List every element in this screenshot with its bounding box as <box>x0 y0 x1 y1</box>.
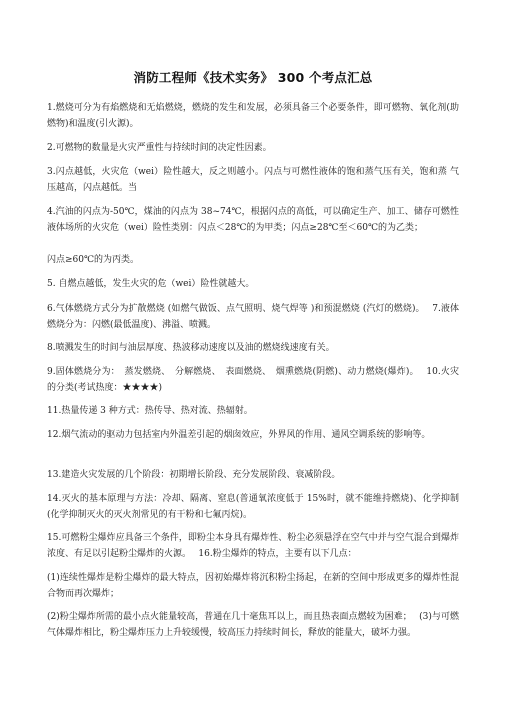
paragraph-13: 13.建造火灾发展的几个阶段：初期增长阶段、充分发展阶段、衰减阶段。 <box>47 470 341 480</box>
paragraph-8: 8.喷溅发生的时间与油层厚度、热波移动速度以及油的燃烧线速度有关。 <box>47 343 335 353</box>
paragraph-4: 4.汽油的闪点为-50℃，煤油的闪点为 38~74℃，根据闪点的高低，可以确定生产、加工、储存可燃性液体场所的火灾危（wei）险性类别：闪点＜28℃的为甲类；闪点≥28℃至＜60℃的为乙类； <box>47 207 459 233</box>
paragraph-9: 9.固体燃烧分为： 蒸发燃烧、 分解燃烧、 表面燃烧、 烟熏燃烧(阴燃)、动力燃烧(爆炸)。 10.火灾的分类(考试热度：★★★★) <box>47 367 459 393</box>
paragraph-16-1: (1)连续性爆炸是粉尘爆炸的最大特点，因初始爆炸将沉积粉尘扬起，在新的空间中形成更多的爆炸性混合物而再次爆炸； <box>47 573 459 599</box>
paragraph-16-2: (2)粉尘爆炸所需的最小点火能量较高，普通在几十毫焦耳以上，而且热表面点燃较为困难； (3)与可燃气体爆炸相比，粉尘爆炸压力上升较缓慢，较高压力持续时间长，释放的能量大，破坏力强。 <box>47 612 459 638</box>
paragraph-5: 5. 自燃点越低，发生火灾的危（wei）险性就越大。 <box>47 279 255 289</box>
paragraph-11: 11.热量传递 3 种方式：热传导、热对流、热辐射。 <box>47 406 253 416</box>
paragraph-3: 3.闪点越低，火灾危（wei）险性越大，反之则越小。闪点与可燃性液体的饱和蒸气压有关，饱和蒸 气压越高，闪点越低。当 <box>47 167 459 193</box>
paragraph-1: 1.燃烧可分为有焰燃烧和无焰燃烧，燃烧的发生和发展，必须具备三个必要条件，即可燃物、氧化剂(助燃物)和温度(引火源)。 <box>47 103 459 129</box>
paragraph-4b: 闪点≥60℃的为丙类。 <box>47 255 140 265</box>
document-title: 消防工程师《技术实务》 300 个考点汇总 <box>133 70 373 85</box>
paragraph-15: 15.可燃粉尘爆炸应具备三个条件，即粉尘本身具有爆炸性、粉尘必须悬浮在空气中并与空气混合到爆炸浓度、有足以引起粉尘爆炸的火源。 16.粉尘爆炸的特点，主要有以下几点： <box>47 533 459 559</box>
paragraph-12: 12.烟气流动的驱动力包括室内外温差引起的烟囱效应，外界风的作用、通风空调系统的影响等。 <box>47 430 431 440</box>
paragraph-6: 6.气体燃烧方式分为扩散燃烧 (如燃气做饭、点气照明、烧气焊等 )和预混燃烧 (汽灯的燃烧)。 7.液体燃烧分为：闪燃(最低温度)、沸溢、喷溅。 <box>47 304 459 330</box>
paragraph-2: 2.可燃物的数量是火灾严重性与持续时间的决定性因素。 <box>47 143 272 153</box>
paragraph-14: 14.灭火的基本原理与方法：冷却、隔离、窒息(普通氧浓度低于 15%时，就不能维持燃烧)、化学抑制(化学抑制灭火的灭火剂常见的有干粉和七氟丙烷)。 <box>47 494 459 520</box>
